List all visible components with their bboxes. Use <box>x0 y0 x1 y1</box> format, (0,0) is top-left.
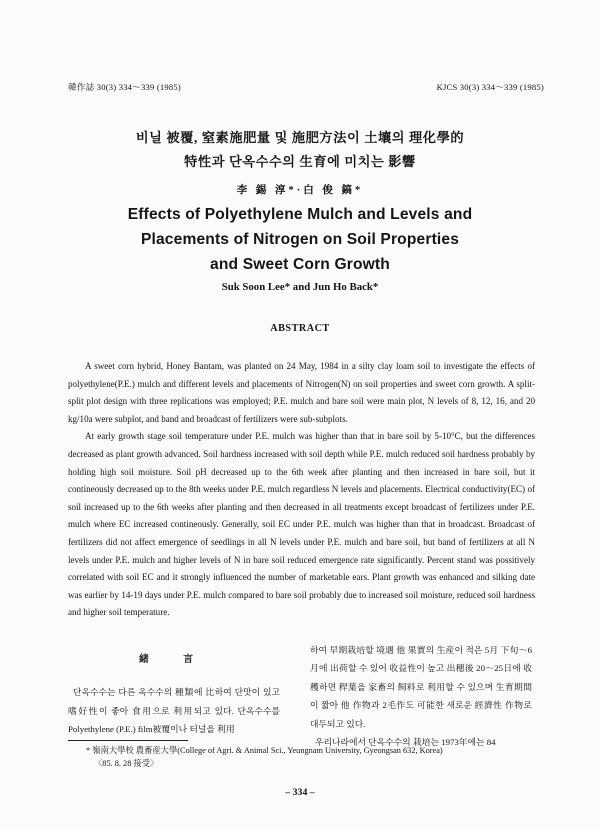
footnote <box>86 744 546 770</box>
korean-title-line-1: 비닐 被覆, 窒素施肥量 및 施肥方法이 土壤의 理化學的 <box>135 130 465 145</box>
footnote-received-date: 〈85. 8. 28 接受〉 <box>94 759 159 769</box>
korean-title-line-2: 特性과 단옥수수의 生育에 미치는 影響 <box>184 154 416 169</box>
abstract-paragraph-1: A sweet corn hybrid, Honey Bantam, was planted on 24 May, 1984 in a silty clay loam soil to investigate the effects of polyethylene(P.E.) mulch and different levels and placements of Nitrogen(N) on soil properties and sweet corn growth. A split-split plot design with three replications was employed; P.E. mulch and bare soil were main plot, N levels of 8, 12, 16, and 20 kg/10a were subplot, and band and broadcast of fertilizers were sub-subplots. <box>68 361 535 424</box>
page-number: – 334 – <box>285 787 315 798</box>
footnote-divider <box>68 740 188 741</box>
footnote-affiliation: * 嶺南大學校 農畜産大學(College of Agri. & Animal Sci., Yeungnam University, Gyeongsan 632, Korea) <box>86 746 443 755</box>
english-title-line-2: Placements of Nitrogen on Soil Properties <box>140 231 460 248</box>
journal-citation-left: 韓作誌 30(3) 334～339 (1985) <box>68 82 181 92</box>
introduction-right-text-2: 우리나라에서 단옥수수의 栽培는 1973年에는 84 <box>315 737 496 748</box>
abstract-body <box>68 358 535 622</box>
journal-citation-right: KJCS 30(3) 334～339 (1985) <box>436 82 544 92</box>
introduction-left-text: 단옥수수는 다른 옥수수의 種類에 比하여 단맛이 있고 嗜好性이 좋아 食用으로 利用되고 있다. 단옥수수를 Polyethylene (P.E.) film被覆이나 터널을 利用 <box>68 687 280 735</box>
korean-authors: 李 錫 淳*·白 俊 鎬* <box>236 185 364 196</box>
abstract-paragraph-2: At early growth stage soil temperature under P.E. mulch was higher than that in bare soil by 5-10°C, but the differences decreased as plant growth advanced. Soil hardness increased with soil depth while P.E. mulch reduced soil hardness probably by holding high soil moisture. Soil pH decreased up to the 6th week after planting and then increased in bare soil, but it contineously decreased up to the 8th weeks under P.E. mulch regardless N levels and placements. Electrical conductivity(EC) of soil increased up to the 6th weeks after planting and then decreased in all treatments except broadcast of fertilizers under P.E. mulch where EC increased contineously. Generally, soil EC under P.E. mulch was higher than that in broadcast. Broadcast of fertilizers did not affect emergence of seedlings in all N levels under P.E. mulch and bare soil, but band of fertilizers at all N levels under P.E. mulch and higher levels of N in bare soil reduced emergence rate significantly. Percent stand was possitively correlated with soil EC and it strongly influenced the number of marketable ears. Plant growth was enhanced and silking date was earlier by 14-19 days under P.E. mulch compared to bare soil probably due to increased soil moisture, reduced soil hardness and higher soil temperature. <box>68 431 535 618</box>
english-title-line-1: Effects of Polyethylene Mulch and Levels and <box>127 206 473 223</box>
english-authors: Suk Soon Lee* and Jun Ho Back* <box>221 281 379 293</box>
introduction-left-column <box>68 643 280 739</box>
english-title-line-3: and Sweet Corn Growth <box>210 256 390 273</box>
introduction-right-text-1: 하여 早期栽培할 境遇 他 果實의 生産이 적은 5月 下旬～6月에 出荷할 수 있어 收益性이 높고 出穗後 20～25日에 收穫하면 稈葉을 家畜의 飼料로 利用할 수 있으며 生育期間이 짧아 他 作物과 2毛作도 可能한 새로운 經濟性 作物로 대두되고 있다. <box>310 645 532 729</box>
introduction-heading: 緒 言 <box>138 654 210 665</box>
introduction-right-column <box>310 641 532 751</box>
abstract-heading: ABSTRACT <box>270 323 330 334</box>
